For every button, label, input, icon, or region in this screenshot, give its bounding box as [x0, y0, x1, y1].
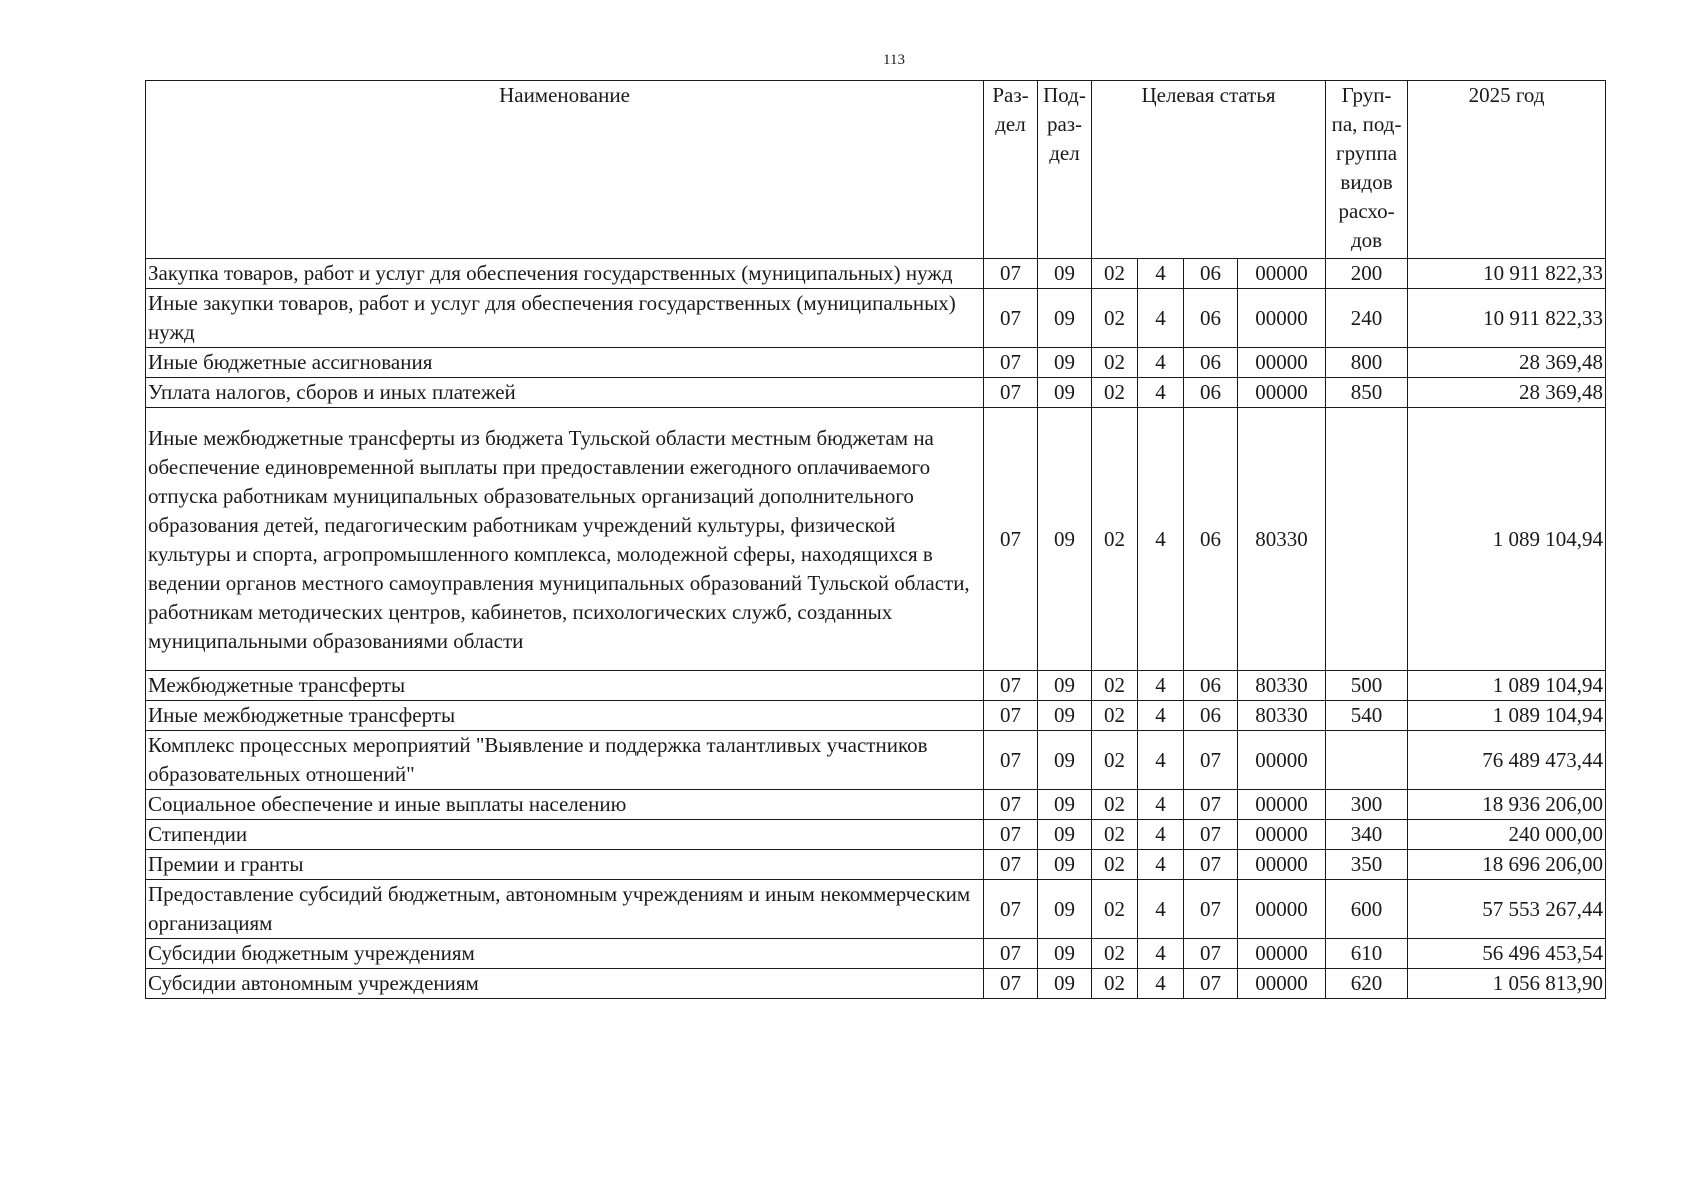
- row-target-type: 4: [1138, 701, 1184, 731]
- row-target-complex: 07: [1184, 731, 1238, 790]
- row-target-type: 4: [1138, 969, 1184, 999]
- row-podrazdel: 09: [1038, 378, 1092, 408]
- row-target-program: 02: [1092, 880, 1138, 939]
- row-amount: 18 936 206,00: [1408, 790, 1606, 820]
- header-podrazdel-line: дел: [1049, 141, 1080, 165]
- header-podrazdel-line: Под-: [1043, 83, 1086, 107]
- row-target-complex: 07: [1184, 880, 1238, 939]
- row-amount: 57 553 267,44: [1408, 880, 1606, 939]
- row-razdel: 07: [984, 348, 1038, 378]
- row-target-direction: 00000: [1238, 378, 1326, 408]
- row-podrazdel: 09: [1038, 701, 1092, 731]
- row-target-complex: 07: [1184, 790, 1238, 820]
- row-target-type: 4: [1138, 880, 1184, 939]
- row-target-direction: 00000: [1238, 790, 1326, 820]
- row-razdel: 07: [984, 289, 1038, 348]
- row-target-direction: 00000: [1238, 880, 1326, 939]
- row-podrazdel: 09: [1038, 939, 1092, 969]
- header-group-line: па, под-: [1331, 112, 1402, 136]
- row-name: Субсидии бюджетным учреждениям: [146, 939, 984, 969]
- row-expense-group: 500: [1326, 671, 1408, 701]
- row-target-complex: 06: [1184, 671, 1238, 701]
- row-razdel: 07: [984, 259, 1038, 289]
- row-expense-group: 200: [1326, 259, 1408, 289]
- table-row: [146, 850, 1606, 880]
- row-target-program: 02: [1092, 731, 1138, 790]
- row-amount: 28 369,48: [1408, 378, 1606, 408]
- row-name: Премии и гранты: [146, 850, 984, 880]
- row-target-complex: 07: [1184, 939, 1238, 969]
- row-target-type: 4: [1138, 671, 1184, 701]
- row-target-direction: 00000: [1238, 969, 1326, 999]
- row-target-type: 4: [1138, 939, 1184, 969]
- row-target-type: 4: [1138, 820, 1184, 850]
- row-expense-group: 610: [1326, 939, 1408, 969]
- row-amount: 76 489 473,44: [1408, 731, 1606, 790]
- row-target-complex: 06: [1184, 348, 1238, 378]
- header-podrazdel-line: раз-: [1046, 112, 1083, 136]
- row-expense-group: 340: [1326, 820, 1408, 850]
- row-target-program: 02: [1092, 671, 1138, 701]
- table-row: [146, 880, 1606, 939]
- row-amount: 240 000,00: [1408, 820, 1606, 850]
- table-row: [146, 790, 1606, 820]
- row-amount: 10 911 822,33: [1408, 289, 1606, 348]
- row-expense-group: 300: [1326, 790, 1408, 820]
- row-target-program: 02: [1092, 408, 1138, 671]
- row-podrazdel: 09: [1038, 408, 1092, 671]
- row-amount: 10 911 822,33: [1408, 259, 1606, 289]
- row-expense-group: [1326, 731, 1408, 790]
- table-header: [146, 81, 1606, 259]
- row-target-type: 4: [1138, 731, 1184, 790]
- header-year: 2025 год: [1408, 81, 1606, 259]
- row-target-program: 02: [1092, 701, 1138, 731]
- row-razdel: 07: [984, 939, 1038, 969]
- row-razdel: 07: [984, 378, 1038, 408]
- row-amount: 1 056 813,90: [1408, 969, 1606, 999]
- row-target-type: 4: [1138, 850, 1184, 880]
- row-target-program: 02: [1092, 790, 1138, 820]
- row-podrazdel: 09: [1038, 289, 1092, 348]
- row-target-direction: 80330: [1238, 701, 1326, 731]
- row-amount: 18 696 206,00: [1408, 850, 1606, 880]
- page-number: 113: [883, 52, 905, 68]
- row-target-complex: 07: [1184, 820, 1238, 850]
- row-name: Субсидии автономным учреждениям: [146, 969, 984, 999]
- row-target-complex: 06: [1184, 378, 1238, 408]
- row-target-program: 02: [1092, 939, 1138, 969]
- row-target-direction: 00000: [1238, 289, 1326, 348]
- table-row: [146, 820, 1606, 850]
- row-podrazdel: 09: [1038, 671, 1092, 701]
- table-row: [146, 259, 1606, 289]
- row-podrazdel: 09: [1038, 259, 1092, 289]
- header-group-line: Груп-: [1341, 83, 1392, 107]
- row-name: Иные бюджетные ассигнования: [146, 348, 984, 378]
- row-razdel: 07: [984, 701, 1038, 731]
- row-podrazdel: 09: [1038, 850, 1092, 880]
- row-target-direction: 00000: [1238, 939, 1326, 969]
- row-razdel: 07: [984, 880, 1038, 939]
- row-razdel: 07: [984, 969, 1038, 999]
- header-group-line: группа: [1335, 141, 1398, 165]
- row-target-direction: 00000: [1238, 731, 1326, 790]
- header-group-line: дов: [1350, 228, 1383, 252]
- row-target-complex: 06: [1184, 289, 1238, 348]
- header-razdel-line: Раз-: [992, 83, 1029, 107]
- row-razdel: 07: [984, 671, 1038, 701]
- row-name: Стипендии: [146, 820, 984, 850]
- row-target-direction: 80330: [1238, 671, 1326, 701]
- row-razdel: 07: [984, 408, 1038, 671]
- row-razdel: 07: [984, 850, 1038, 880]
- row-expense-group: 600: [1326, 880, 1408, 939]
- header-group-line: расхо-: [1338, 199, 1395, 223]
- row-expense-group: 800: [1326, 348, 1408, 378]
- header-razdel-line: дел: [995, 112, 1026, 136]
- table-row: [146, 289, 1606, 348]
- row-target-program: 02: [1092, 289, 1138, 348]
- row-amount: 1 089 104,94: [1408, 671, 1606, 701]
- table-row: [146, 378, 1606, 408]
- budget-table: [145, 80, 1606, 999]
- row-podrazdel: 09: [1038, 790, 1092, 820]
- row-target-direction: 00000: [1238, 259, 1326, 289]
- row-target-direction: 00000: [1238, 348, 1326, 378]
- row-expense-group: 850: [1326, 378, 1408, 408]
- table-body: [146, 259, 1606, 999]
- row-target-type: 4: [1138, 348, 1184, 378]
- row-target-direction: 00000: [1238, 850, 1326, 880]
- row-name: Предоставление субсидий бюджетным, автономным учреждениям и иным некоммерческим организациям: [146, 880, 984, 939]
- row-expense-group: 240: [1326, 289, 1408, 348]
- row-name: Комплекс процессных мероприятий "Выявление и поддержка талантливых участников образовательных отношений": [146, 731, 984, 790]
- row-podrazdel: 09: [1038, 820, 1092, 850]
- row-amount: 1 089 104,94: [1408, 408, 1606, 671]
- row-amount: 56 496 453,54: [1408, 939, 1606, 969]
- header-expense-group: [1326, 81, 1408, 259]
- header-podrazdel: [1038, 81, 1092, 259]
- row-target-type: 4: [1138, 259, 1184, 289]
- row-target-complex: 06: [1184, 408, 1238, 671]
- row-target-program: 02: [1092, 969, 1138, 999]
- row-name: Иные межбюджетные трансферты: [146, 701, 984, 731]
- row-name: Закупка товаров, работ и услуг для обеспечения государственных (муниципальных) нужд: [146, 259, 984, 289]
- row-podrazdel: 09: [1038, 880, 1092, 939]
- table-row: [146, 348, 1606, 378]
- row-amount: 28 369,48: [1408, 348, 1606, 378]
- row-target-complex: 07: [1184, 850, 1238, 880]
- row-target-program: 02: [1092, 850, 1138, 880]
- row-podrazdel: 09: [1038, 731, 1092, 790]
- header-name: Наименование: [146, 81, 984, 259]
- row-target-complex: 07: [1184, 969, 1238, 999]
- row-expense-group: [1326, 408, 1408, 671]
- row-name: Межбюджетные трансферты: [146, 671, 984, 701]
- header-razdel: [984, 81, 1038, 259]
- row-target-program: 02: [1092, 378, 1138, 408]
- row-target-type: 4: [1138, 790, 1184, 820]
- row-name: Уплата налогов, сборов и иных платежей: [146, 378, 984, 408]
- row-target-complex: 06: [1184, 701, 1238, 731]
- table-row: [146, 969, 1606, 999]
- row-podrazdel: 09: [1038, 969, 1092, 999]
- row-target-direction: 00000: [1238, 820, 1326, 850]
- row-target-type: 4: [1138, 289, 1184, 348]
- row-razdel: 07: [984, 820, 1038, 850]
- row-name: Иные межбюджетные трансферты из бюджета Тульской области местным бюджетам на обеспечение единовременной выплаты при предоставлении ежегодного оплачиваемого отпуска работникам муниципальных образовательных организаций дополнительного образования детей, педагогическим работникам учреждений культуры, физической культуры и спорта, агропромышленного комплекса, молодежной сферы, находящихся в ведении органов местного самоуправления муниципальных образований Тульской области, работникам методических центров, кабинетов, психологических служб, созданных муниципальными образованиями области: [146, 408, 984, 671]
- row-expense-group: 350: [1326, 850, 1408, 880]
- header-target-article: Целевая статья: [1092, 81, 1326, 259]
- table-row: [146, 671, 1606, 701]
- row-expense-group: 620: [1326, 969, 1408, 999]
- row-target-direction: 80330: [1238, 408, 1326, 671]
- table-row: [146, 408, 1606, 671]
- row-expense-group: 540: [1326, 701, 1408, 731]
- row-target-program: 02: [1092, 348, 1138, 378]
- row-target-type: 4: [1138, 378, 1184, 408]
- row-target-type: 4: [1138, 408, 1184, 671]
- row-name: Иные закупки товаров, работ и услуг для обеспечения государственных (муниципальных) нужд: [146, 289, 984, 348]
- row-target-program: 02: [1092, 820, 1138, 850]
- table-row: [146, 701, 1606, 731]
- row-name: Социальное обеспечение и иные выплаты населению: [146, 790, 984, 820]
- table-row: [146, 731, 1606, 790]
- row-razdel: 07: [984, 790, 1038, 820]
- row-podrazdel: 09: [1038, 348, 1092, 378]
- table-row: [146, 939, 1606, 969]
- row-amount: 1 089 104,94: [1408, 701, 1606, 731]
- header-group-line: видов: [1340, 170, 1393, 194]
- row-target-program: 02: [1092, 259, 1138, 289]
- row-razdel: 07: [984, 731, 1038, 790]
- row-target-complex: 06: [1184, 259, 1238, 289]
